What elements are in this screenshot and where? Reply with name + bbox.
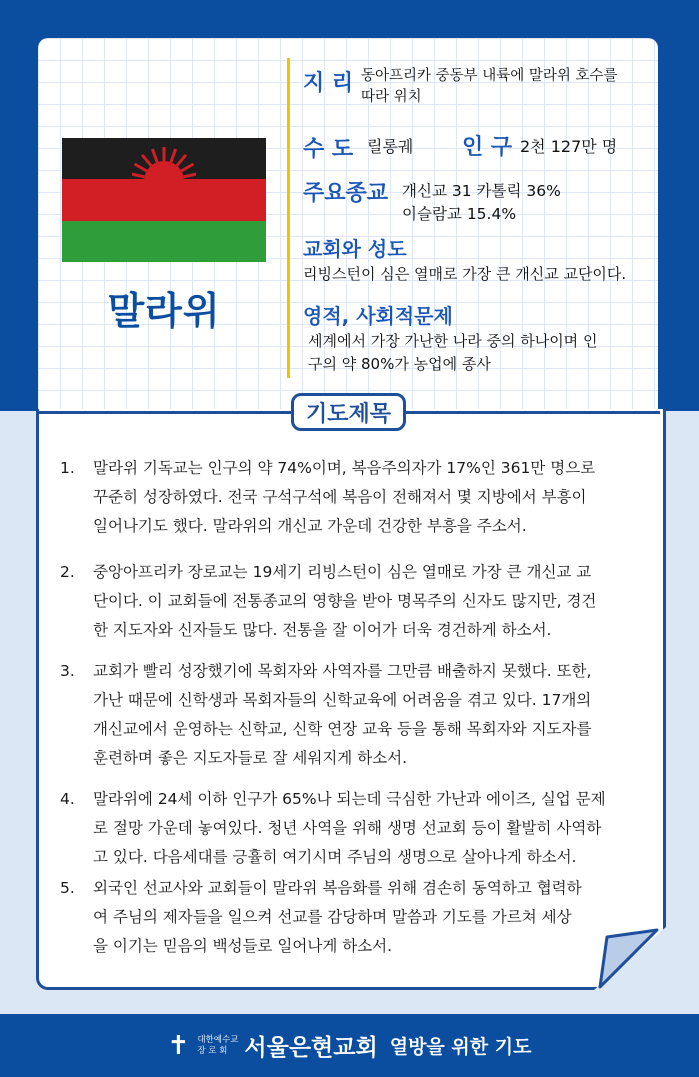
prayer-line: 한 지도자와 신자들도 많다. 전통을 잘 이어가 더욱 경건하게 하소서. (93, 621, 552, 639)
prayer-line: 말라위 기독교는 인구의 약 74%이며, 복음주의자가 17%인 361만 명으로 (93, 459, 596, 477)
malawi-flag (62, 138, 266, 262)
prayer-line: 말라위에 24세 이하 인구가 65%나 되는데 극심한 가난과 에이즈, 실업 문제 (93, 790, 606, 808)
denomination-line-2: 장 로 회 (197, 1045, 228, 1056)
religion-line-2: 이슬람교 15.4% (402, 205, 517, 223)
problem-label: 영적, 사회적문제 (303, 304, 453, 328)
title-line-left (36, 411, 291, 414)
geo-line-1: 동아프리카 중동부 내륙에 말라위 호수를 (361, 68, 618, 84)
religion-value (402, 180, 561, 226)
prayer-line: 중앙아프리카 장로교는 19세기 리빙스턴이 심은 열매로 가장 큰 개신교 교 (93, 563, 592, 581)
population-label: 인 구 (462, 135, 513, 160)
capital-label: 수 도 (303, 137, 354, 162)
geo-line-2: 따라 위치 (361, 89, 422, 105)
prayer-title-badge: 기도제목 (291, 393, 406, 431)
info-divider (287, 58, 290, 378)
prayer-item-5 (60, 874, 650, 964)
prayer-item-number: 5. (60, 879, 75, 897)
country-name: 말라위 (107, 289, 221, 333)
prayer-item-body (93, 454, 653, 541)
prayer-item-number: 2. (60, 563, 75, 581)
cross-icon: ✝ (167, 1030, 190, 1061)
prayer-item-4 (60, 785, 650, 875)
prayer-item-body (93, 874, 653, 961)
denomination-label (197, 1035, 238, 1057)
prayer-line: 교회가 빨리 성장했기에 목회자와 사역자를 그만큼 배출하지 못했다. 또한, (93, 662, 592, 680)
prayer-item-1 (60, 454, 650, 544)
prayer-line: 개신교에서 운영하는 신학교, 신학 연장 교육 등을 통해 목회자와 지도자를 (93, 720, 592, 738)
religion-line-1: 개신교 31 카톨릭 36% (402, 182, 561, 200)
footer (0, 1014, 699, 1077)
prayer-line: 로 절망 가운데 놓여있다. 청년 사역을 위해 생명 선교회 등이 활발히 사역하 (93, 819, 602, 837)
prayer-line: 단이다. 이 교회들에 전통종교의 영향을 받아 명목주의 신자도 많지만, 경건 (93, 592, 597, 610)
population-value: 2천 127만 명 (520, 137, 618, 156)
flag-black-stripe (62, 138, 266, 179)
prayer-line: 훈련하며 좋은 지도자들로 잘 세워지게 하소서. (93, 749, 408, 767)
problem-value (308, 330, 597, 376)
church-label: 교회와 성도 (303, 237, 407, 261)
religion-label: 주요종교 (303, 181, 389, 206)
capital-value: 릴롱궤 (367, 137, 414, 156)
prayer-line: 가난 때문에 신학생과 목회자들의 신학교육에 어려움을 겪고 있다. 17개의 (93, 691, 592, 709)
prayer-line: 꾸준히 성장하였다. 전국 구석구석에 복음이 전해져서 몇 지방에서 부흥이 (93, 488, 587, 506)
footer-slogan: 열방을 위한 기도 (389, 1036, 532, 1058)
problem-line-1: 세계에서 가장 가난한 나라 중의 하나이며 인 (308, 332, 598, 350)
prayer-item-number: 3. (60, 662, 75, 680)
prayer-line: 외국인 선교사와 교회들이 말라위 복음화를 위해 겸손히 동역하고 협력하 (93, 879, 582, 897)
flag-red-stripe (62, 179, 266, 220)
flag-green-stripe (62, 221, 266, 262)
prayer-item-2 (60, 558, 650, 648)
prayer-line: 일어나기도 했다. 말라위의 개신교 가운데 건강한 부흥을 주소서. (93, 517, 527, 535)
problem-line-2: 구의 약 80%가 농업에 종사 (308, 355, 491, 373)
prayer-item-number: 1. (60, 459, 75, 477)
title-line-right (406, 411, 660, 414)
rising-sun-icon (132, 147, 196, 181)
denomination-line-1: 대한예수교 (197, 1034, 239, 1045)
prayer-line: 여 주님의 제자들을 일으켜 선교를 감당하며 말씀과 기도를 가르쳐 세상 (93, 908, 572, 926)
church-name: 서울은현교회 (244, 1035, 378, 1061)
prayer-line: 고 있다. 다음세대를 긍휼히 여기시며 주님의 생명으로 살아나게 하소서. (93, 848, 577, 866)
prayer-item-3 (60, 657, 650, 775)
prayer-item-number: 4. (60, 790, 75, 808)
prayer-line: 을 이기는 믿음의 백성들로 일어나게 하소서. (93, 937, 393, 955)
prayer-item-body (93, 785, 653, 872)
geo-label: 지 리 (303, 71, 354, 96)
geo-value (361, 66, 618, 108)
church-value: 리빙스턴이 심은 열매로 가장 큰 개신교 교단이다. (303, 265, 627, 283)
prayer-item-body (93, 558, 653, 645)
prayer-item-body (93, 657, 653, 773)
